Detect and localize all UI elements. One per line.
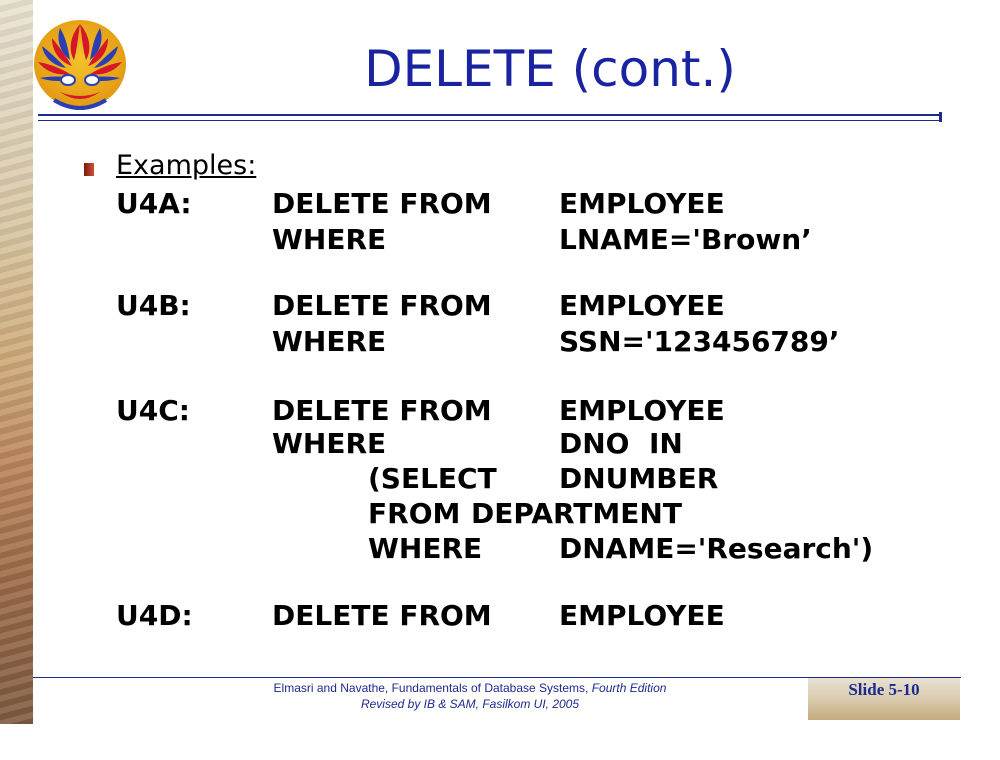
line-5-label: U4C: [116,394,190,427]
line-10-value: EMPLOYEE [559,599,725,632]
line-7-value: DNUMBER [559,462,719,495]
line-8-value: DEPARTMENT [471,497,682,530]
footer-credits [190,680,750,712]
line-3-label: U4B: [116,289,191,322]
line-1-keyword: DELETE FROM [272,187,492,220]
university-logo-icon [30,16,130,120]
line-9-keyword: WHERE [368,532,483,565]
line-3-value: EMPLOYEE [559,289,725,322]
decorative-desert-strip [0,0,33,724]
footer-line-1 [274,681,667,695]
line-2-value: LNAME='Brown’ [559,223,812,256]
square-bullet-icon [84,163,94,176]
footer-edition: Fourth Edition [591,681,667,695]
line-7-keyword: (SELECT [368,462,497,495]
line-2-keyword: WHERE [272,223,387,256]
line-8-keyword: FROM [368,497,461,530]
slide-number: Slide 5-10 [848,680,920,699]
line-5-keyword: DELETE FROM [272,394,492,427]
line-6-keyword: WHERE [272,427,387,460]
title-underline [38,114,940,121]
line-1-value: EMPLOYEE [559,187,725,220]
line-6-value: DNO IN [559,427,683,460]
line-1-label: U4A: [116,187,192,220]
line-3-keyword: DELETE FROM [272,289,492,322]
line-5-value: EMPLOYEE [559,394,725,427]
examples-label: Examples: [116,150,257,181]
slide-title: DELETE (cont.) [364,40,736,98]
line-10-label: U4D: [116,599,193,632]
footer-book-title: Elmasri and Navathe, Fundamentals of Database Systems, [273,681,589,695]
line-4-keyword: WHERE [272,325,387,358]
line-4-value: SSN='123456789’ [559,325,840,358]
footer-revision: Revised by IB & SAM, Fasilkom UI, 2005 [360,697,580,711]
line-10-keyword: DELETE FROM [272,599,492,632]
line-9-value: DNAME='Research') [559,532,874,565]
